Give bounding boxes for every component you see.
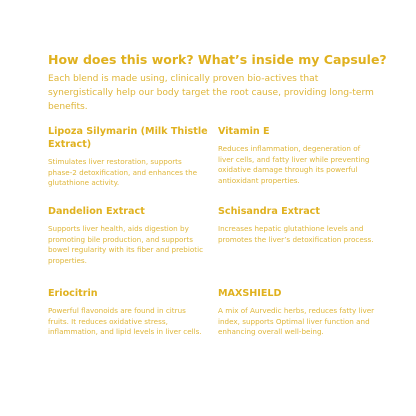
ingredient-description: Stimulates liver restoration, supports phase-2 detoxification, and enhances the glutathione activity. bbox=[48, 157, 198, 187]
ingredient-description: A mix of Aurvedic herbs, reduces fatty liver index, supports Optimal liver function and enhancing overall well-being. bbox=[218, 306, 375, 336]
ingredient-title: Eriocitrin bbox=[48, 288, 98, 299]
ingredient-title: Dandelion Extract bbox=[48, 206, 145, 217]
ingredient-card-schisandra-extract bbox=[218, 205, 378, 245]
ingredient-card-lipoza-silymarin bbox=[48, 125, 208, 189]
ingredient-description: Reduces inflammation, degeneration of liver cells, and fatty liver while preventing oxidative damage through its powerful antioxidant properties. bbox=[218, 144, 370, 185]
intro-text: Each blend is made using, clinically proven bio-actives that synergistically help our body target the root cause, providing long-term benefits. bbox=[48, 74, 374, 112]
page-title: How does this work? What’s inside my Capsule? bbox=[48, 52, 387, 67]
ingredient-card-vitamin-e bbox=[218, 125, 378, 186]
ingredient-description: Increases hepatic glutathione levels and promotes the liver’s detoxification process. bbox=[218, 224, 374, 244]
ingredient-title: Lipoza Silymarin (Milk Thistle Extract) bbox=[48, 126, 208, 150]
ingredient-description: Supports liver health, aids digestion by promoting bile production, and supports bowel regularity with its fiber and prebiotic properties. bbox=[48, 224, 204, 265]
ingredient-title: MAXSHIELD bbox=[218, 288, 282, 299]
ingredient-card-dandelion-extract bbox=[48, 205, 208, 266]
ingredient-description: Powerful flavonoids are found in citrus fruits. It reduces oxidative stress, inflammation, and lipid levels in liver cells. bbox=[48, 306, 202, 336]
ingredient-card-maxshield bbox=[218, 287, 378, 338]
ingredient-title: Schisandra Extract bbox=[218, 206, 320, 217]
ingredient-title: Vitamin E bbox=[218, 126, 270, 137]
ingredient-card-eriocitrin bbox=[48, 287, 208, 338]
